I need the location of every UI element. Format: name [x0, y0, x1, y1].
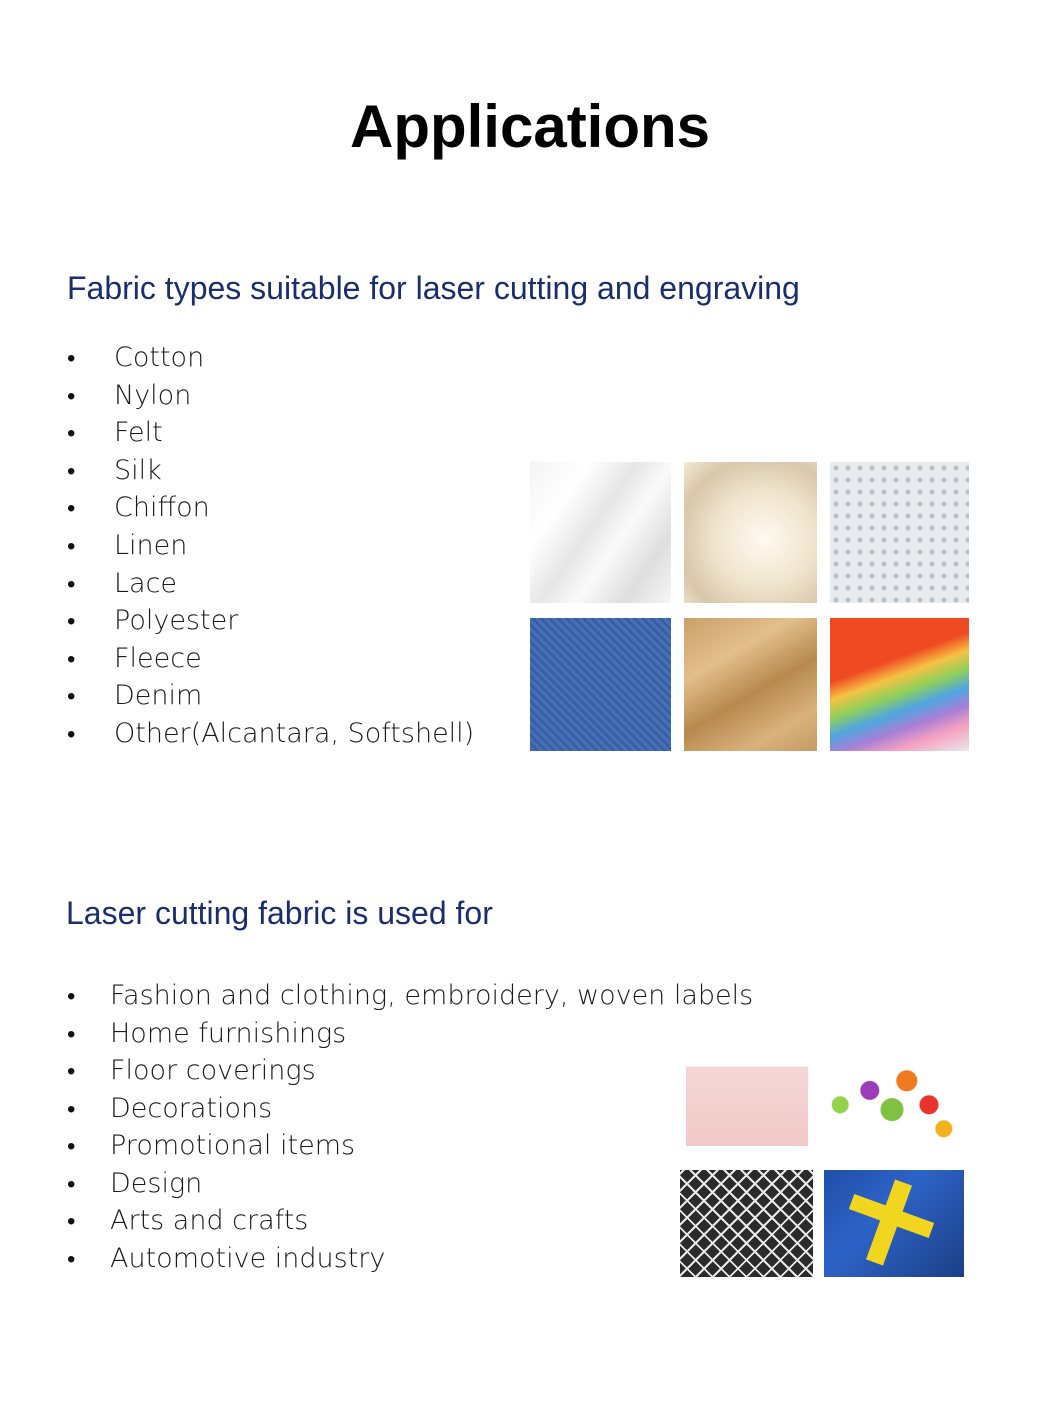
list-item: • Cotton — [114, 341, 474, 379]
list-item: • Promotional items — [110, 1129, 753, 1167]
cut-pattern-photo — [680, 1170, 813, 1277]
uses-list — [110, 979, 753, 1279]
blue-denim-photo — [530, 618, 671, 751]
list-item: • Arts and crafts — [110, 1204, 753, 1242]
list-item: • Fashion and clothing, embroidery, woven labels — [110, 979, 753, 1017]
page-title: Applications — [349, 93, 711, 160]
list-item: • Chiffon — [114, 491, 474, 529]
blue-yellow-patch-photo — [824, 1170, 964, 1277]
list-item: • Fleece — [114, 642, 474, 680]
list-item: • Decorations — [110, 1092, 753, 1130]
tan-fleece-photo — [684, 618, 817, 751]
cream-silk-photo — [684, 462, 817, 603]
list-item: • Felt — [114, 416, 474, 454]
list-item: • Home furnishings — [110, 1017, 753, 1055]
fabric-types-heading: Fabric types suitable for laser cutting and engraving — [67, 270, 800, 306]
list-item: • Denim — [114, 679, 474, 717]
list-item: • Lace — [114, 567, 474, 605]
list-item: • Floor coverings — [110, 1054, 753, 1092]
pink-top-photo — [686, 1052, 808, 1146]
uses-heading: Laser cutting fabric is used for — [66, 895, 493, 931]
fabric-types-list — [114, 341, 474, 755]
list-item: • Nylon — [114, 379, 474, 417]
list-item: • Design — [110, 1167, 753, 1205]
colored-felt-photo — [830, 618, 969, 751]
white-cotton-photo — [530, 462, 671, 603]
felt-shapes-photo — [818, 1052, 966, 1148]
list-item: • Silk — [114, 454, 474, 492]
white-lace-photo — [830, 462, 969, 603]
list-item: • Automotive industry — [110, 1242, 753, 1280]
list-item: • Polyester — [114, 604, 474, 642]
list-item: • Other(Alcantara, Softshell) — [114, 717, 474, 755]
list-item: • Linen — [114, 529, 474, 567]
